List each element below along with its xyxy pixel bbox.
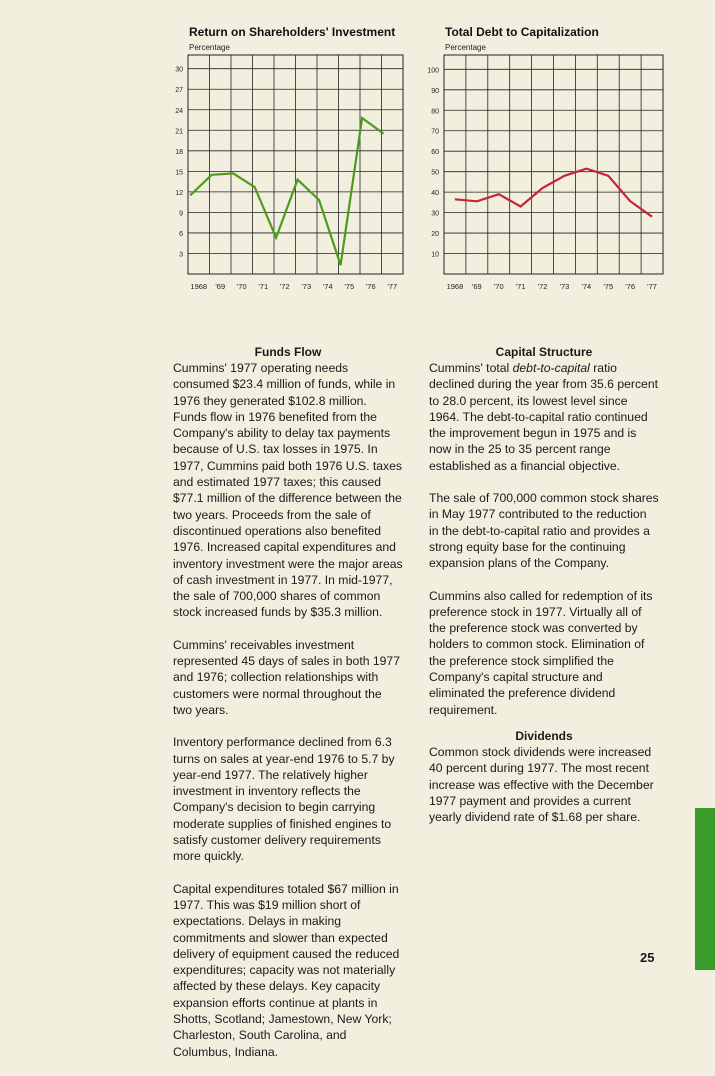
roi-x-tick-label: '69 [215,282,225,291]
paragraph: Capital expenditures totaled $67 million in 1977. This was $19 million short of expectations. Delays in making commitments and slower than expected delivery of equipment caused the reduced expenditures; capacity was not materially affected by these delays. Key capacity expansion efforts continue at plants in Shotts, Scotland; Jamestown, New York; Charleston, South Carolina, and Columbus, Indiana. [173,881,403,1060]
roi-x-tick-label: '70 [237,282,247,291]
roi-y-tick-label: 9 [179,210,183,217]
debt-chart [0,0,715,300]
roi-y-tick-label: 30 [175,67,183,74]
debt-y-tick-label: 80 [431,108,439,115]
roi-x-tick-label: '73 [301,282,311,291]
debt-x-tick-label: '73 [560,282,570,291]
paragraph: Common stock dividends were increased 40 percent during 1977. The most recent increase was effective with the December 1977 payment and provides a current yearly dividend rate of $1.68 per share. [429,744,659,825]
roi-y-tick-label: 15 [175,169,183,176]
roi-y-tick-label: 21 [175,128,183,135]
paragraph: Cummins also called for redemption of its preference stock in 1977. Virtually all of the preference stock was converted by holders to common stock. Elimination of the preference stock simplified the Company's capital structure and eliminated the preference dividend requirement. [429,588,659,718]
debt-x-tick-label: '70 [494,282,504,291]
roi-y-tick-label: 18 [175,149,183,156]
right-column [429,344,659,841]
text: ratio declined during the year from 35.6 percent to 28.0 percent, its lowest level since 1964. The debt-to-capital ratio continued the improvement begun in 1975 and is now in the 25 to 35 percent range established as a financial objective. [429,361,658,473]
paragraph: The sale of 700,000 common stock shares in May 1977 contributed to the reduction in the debt-to-capital ratio and provides a strong equity base for the continuing expansion plans of the Company. [429,490,659,571]
roi-y-tick-label: 12 [175,190,183,197]
debt-x-tick-label: '74 [581,282,591,291]
chart-ylabel-debt: Percentage [445,43,486,52]
paragraph: Inventory performance declined from 6.3 turns on sales at year-end 1976 to 5.7 by year-end 1977. The relatively higher investment in inventory reflects the Company's decision to begin carrying moderate supplies of finished engines to satisfy customer delivery requirements more quickly. [173,734,403,864]
capital-structure-heading: Capital Structure [429,344,659,360]
paragraph: Cummins' 1977 operating needs consumed $23.4 million of funds, while in 1976 they generated $102.8 million. Funds flow in 1976 benefited from the Company's ability to delay tax payments because of U.S. tax losses in 1975. In 1977, Cummins paid both 1976 U.S. taxes and estimated 1977 taxes; this caused $77.1 million of the difference between the two years. Proceeds from the sale of discontinued operations also benefited 1976. Increased capital expenditures and inventory investment were the major areas of cash investment in 1977. In mid-1977, the sale of 700,000 shares of common stock increased funds by $35.3 million. [173,360,403,621]
roi-y-tick-label: 27 [175,87,183,94]
chart-title-debt: Total Debt to Capitalization [445,25,599,39]
roi-x-tick-label: '74 [323,282,333,291]
roi-x-tick-label: '77 [387,282,397,291]
roi-y-tick-label: 3 [179,251,183,258]
dividends-heading: Dividends [429,728,659,744]
debt-y-tick-label: 10 [431,252,439,259]
debt-x-tick-label: '77 [647,282,657,291]
debt-y-tick-label: 40 [431,190,439,197]
chart-ylabel-roi: Percentage [189,43,230,52]
text: Cummins' total [429,361,513,375]
debt-x-tick-label: '72 [538,282,548,291]
roi-x-tick-label: '75 [344,282,354,291]
debt-y-tick-label: 90 [431,88,439,95]
debt-y-tick-label: 100 [427,67,439,74]
left-column [173,344,403,1076]
roi-x-tick-label: 1968 [190,282,207,291]
funds-flow-heading: Funds Flow [173,344,403,360]
roi-y-tick-label: 24 [175,108,183,115]
roi-x-tick-label: '72 [280,282,290,291]
debt-y-tick-label: 60 [431,149,439,156]
roi-y-tick-label: 6 [179,231,183,238]
roi-x-tick-label: '71 [258,282,268,291]
chart-title-roi: Return on Shareholders' Investment [189,25,395,39]
emphasis: debt-to-capital [513,361,590,375]
debt-x-tick-label: '69 [472,282,482,291]
debt-x-tick-label: '71 [516,282,526,291]
page-number: 25 [640,950,654,965]
green-tab [695,808,715,970]
debt-x-tick-label: '75 [603,282,613,291]
debt-x-tick-label: 1968 [447,282,464,291]
debt-y-tick-label: 30 [431,211,439,218]
roi-x-tick-label: '76 [366,282,376,291]
debt-y-tick-label: 50 [431,170,439,177]
debt-y-tick-label: 20 [431,231,439,238]
paragraph [429,360,659,474]
paragraph: Cummins' receivables investment represented 45 days of sales in both 1977 and 1976; collection relationships with customers were normal throughout the two years. [173,637,403,718]
debt-x-tick-label: '76 [625,282,635,291]
debt-y-tick-label: 70 [431,129,439,136]
